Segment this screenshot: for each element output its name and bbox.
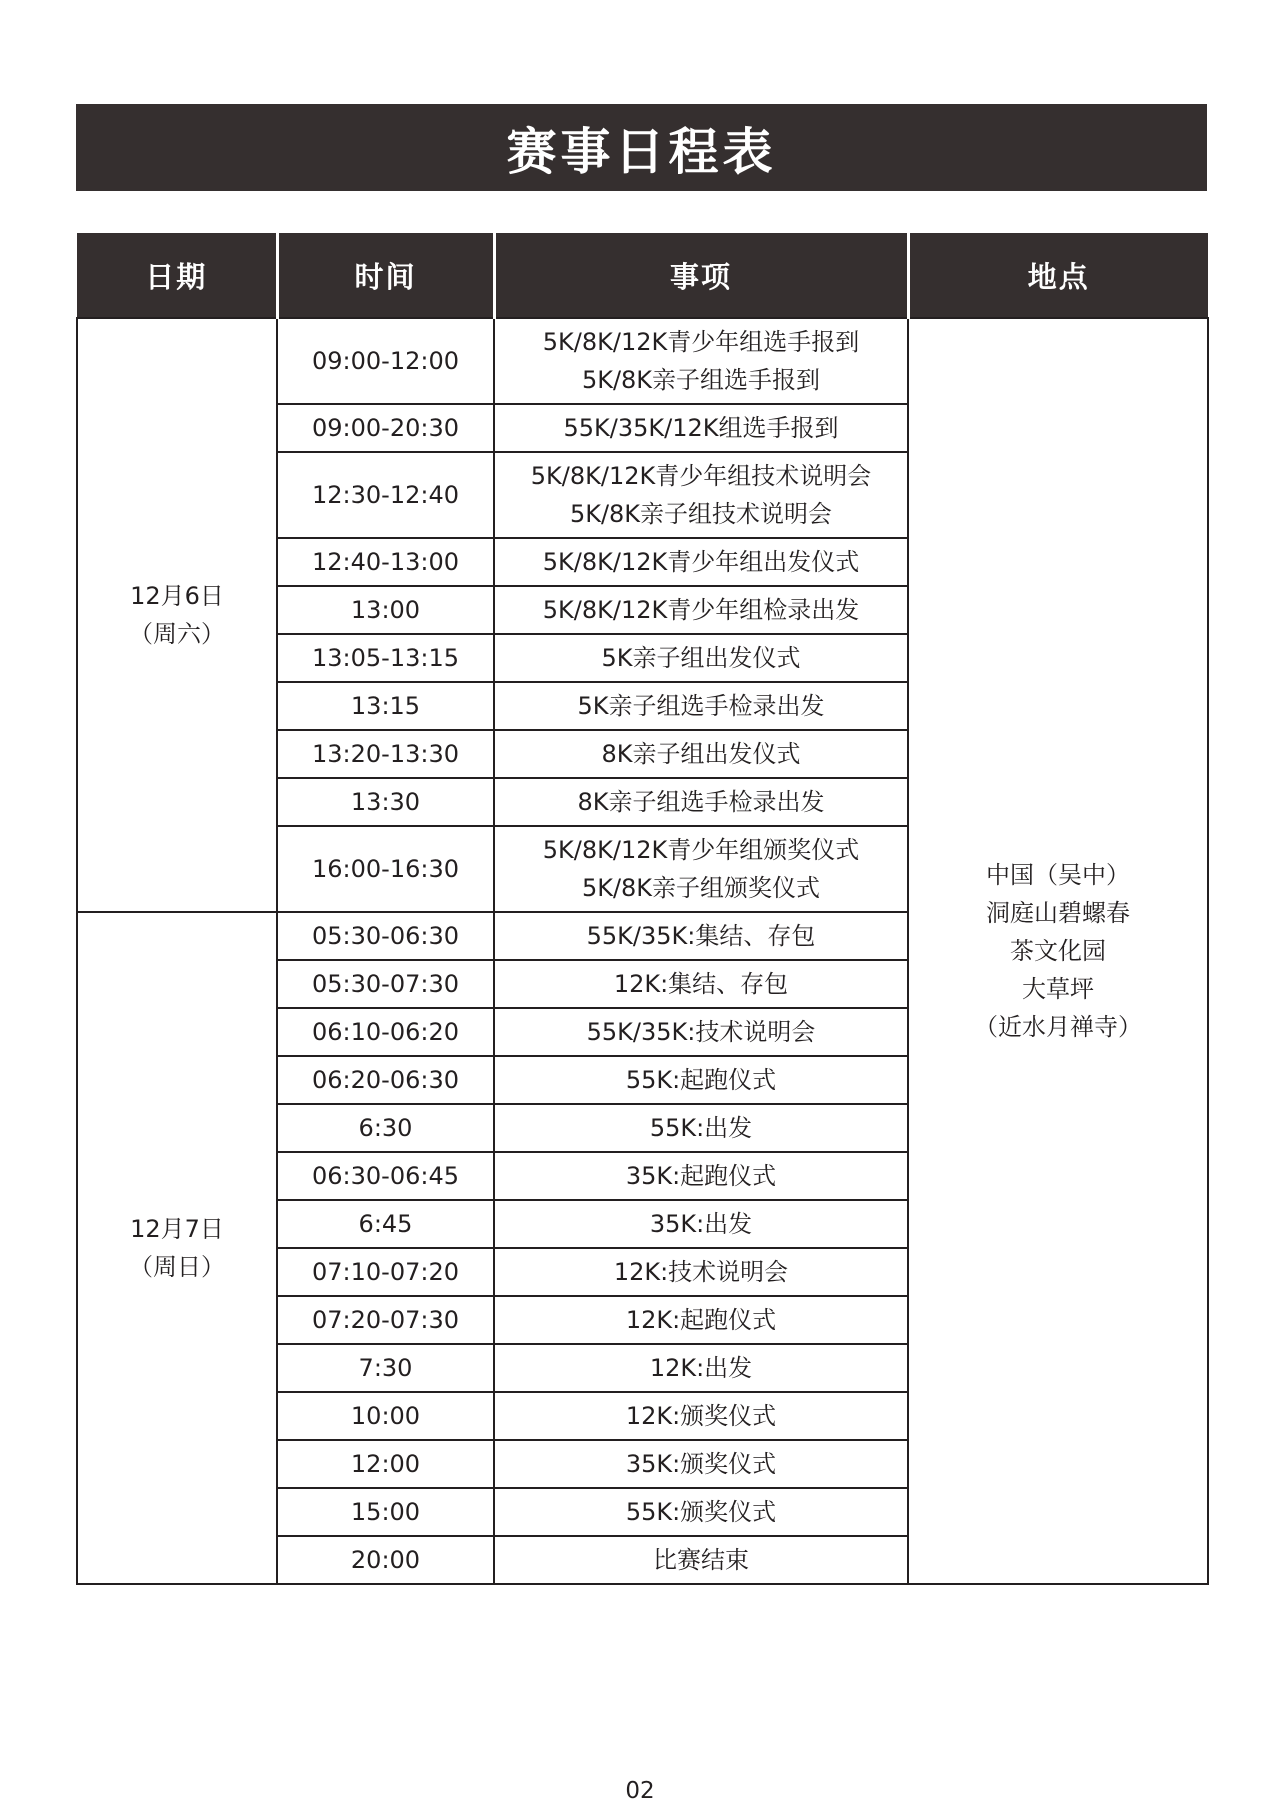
event-text: 12K:起跑仪式 xyxy=(625,1306,777,1334)
event-text: 12K:集结、存包 xyxy=(613,970,789,998)
time-cell: 7:30 xyxy=(277,1344,494,1392)
event-cell xyxy=(494,586,908,634)
header-date: 日期 xyxy=(77,233,277,318)
event-text: 35K:起跑仪式 xyxy=(625,1162,777,1190)
venue-cell xyxy=(908,318,1208,1584)
page-number: 02 xyxy=(625,1778,655,1804)
event-cell xyxy=(494,1392,908,1440)
header-event: 事项 xyxy=(494,233,908,318)
time-cell: 07:20-07:30 xyxy=(277,1296,494,1344)
event-cell xyxy=(494,538,908,586)
header-row xyxy=(77,233,1208,318)
time-cell: 06:10-06:20 xyxy=(277,1008,494,1056)
event-text: 55K/35K/12K组选手报到 xyxy=(563,414,839,442)
event-text: 比赛结束 xyxy=(653,1546,749,1574)
time-cell: 13:20-13:30 xyxy=(277,730,494,778)
event-cell xyxy=(494,826,908,912)
event-cell xyxy=(494,318,908,404)
time-cell: 6:45 xyxy=(277,1200,494,1248)
event-cell xyxy=(494,1152,908,1200)
time-cell: 20:00 xyxy=(277,1536,494,1584)
time-cell: 06:30-06:45 xyxy=(277,1152,494,1200)
event-text: 12K:颁奖仪式 xyxy=(625,1402,777,1430)
event-text: 8K亲子组出发仪式 xyxy=(601,740,801,768)
event-cell xyxy=(494,634,908,682)
event-cell xyxy=(494,730,908,778)
event-cell xyxy=(494,682,908,730)
event-cell xyxy=(494,1056,908,1104)
time-cell: 10:00 xyxy=(277,1392,494,1440)
event-cell xyxy=(494,452,908,538)
time-cell: 05:30-06:30 xyxy=(277,912,494,960)
date-text: 12月7日 xyxy=(130,1215,224,1243)
time-cell: 13:15 xyxy=(277,682,494,730)
time-cell: 09:00-12:00 xyxy=(277,318,494,404)
event-cell xyxy=(494,1104,908,1152)
header-time: 时间 xyxy=(277,233,494,318)
time-cell: 16:00-16:30 xyxy=(277,826,494,912)
time-cell: 12:00 xyxy=(277,1440,494,1488)
time-cell: 6:30 xyxy=(277,1104,494,1152)
event-cell xyxy=(494,1008,908,1056)
event-text: 8K亲子组选手检录出发 xyxy=(577,788,825,816)
time-cell: 13:05-13:15 xyxy=(277,634,494,682)
event-text: 5K/8K亲子组技术说明会 xyxy=(569,500,833,528)
venue-text: 中国（吴中） xyxy=(986,861,1130,889)
event-cell xyxy=(494,1248,908,1296)
venue-text: 茶文化园 xyxy=(1010,937,1106,965)
event-cell xyxy=(494,1536,908,1584)
event-text: 5K/8K/12K青少年组选手报到 xyxy=(542,328,860,356)
event-cell xyxy=(494,1440,908,1488)
event-text: 5K/8K/12K青少年组出发仪式 xyxy=(542,548,860,576)
date-cell xyxy=(77,318,277,912)
time-cell: 05:30-07:30 xyxy=(277,960,494,1008)
schedule-table xyxy=(76,233,1209,1585)
table-row xyxy=(77,318,1208,404)
event-text: 5K/8K亲子组颁奖仪式 xyxy=(581,874,821,902)
event-text: 12K:技术说明会 xyxy=(613,1258,789,1286)
time-cell: 07:10-07:20 xyxy=(277,1248,494,1296)
event-cell xyxy=(494,960,908,1008)
time-cell: 09:00-20:30 xyxy=(277,404,494,452)
event-text: 55K:颁奖仪式 xyxy=(625,1498,777,1526)
event-text: 5K亲子组出发仪式 xyxy=(601,644,801,672)
page-title: 赛事日程表 xyxy=(76,104,1207,191)
date-text: 12月6日 xyxy=(130,582,224,610)
event-text: 5K/8K/12K青少年组技术说明会 xyxy=(530,462,872,490)
event-text: 5K/8K亲子组选手报到 xyxy=(581,366,821,394)
date-cell xyxy=(77,912,277,1584)
event-text: 35K:出发 xyxy=(649,1210,753,1238)
time-cell: 12:40-13:00 xyxy=(277,538,494,586)
time-cell: 13:30 xyxy=(277,778,494,826)
event-text: 55K:起跑仪式 xyxy=(625,1066,777,1094)
event-cell xyxy=(494,1200,908,1248)
time-cell: 06:20-06:30 xyxy=(277,1056,494,1104)
header-venue: 地点 xyxy=(908,233,1208,318)
event-text: 55K/35K:技术说明会 xyxy=(586,1018,816,1046)
event-text: 55K/35K:集结、存包 xyxy=(586,922,816,950)
venue-text: 大草坪 xyxy=(1022,975,1094,1003)
event-cell xyxy=(494,778,908,826)
event-text: 35K:颁奖仪式 xyxy=(625,1450,777,1478)
event-cell xyxy=(494,1488,908,1536)
time-cell: 12:30-12:40 xyxy=(277,452,494,538)
venue-text: 洞庭山碧螺春 xyxy=(986,899,1130,927)
event-text: 5K亲子组选手检录出发 xyxy=(577,692,825,720)
event-cell xyxy=(494,1296,908,1344)
event-cell xyxy=(494,404,908,452)
schedule-body xyxy=(77,318,1208,1584)
event-text: 55K:出发 xyxy=(649,1114,753,1142)
event-cell xyxy=(494,912,908,960)
time-cell: 13:00 xyxy=(277,586,494,634)
time-cell: 15:00 xyxy=(277,1488,494,1536)
date-text: （周日） xyxy=(129,1253,225,1281)
event-text: 5K/8K/12K青少年组颁奖仪式 xyxy=(542,836,860,864)
venue-text: （近水月禅寺） xyxy=(974,1013,1142,1041)
event-text: 5K/8K/12K青少年组检录出发 xyxy=(542,596,860,624)
event-cell xyxy=(494,1344,908,1392)
event-text: 12K:出发 xyxy=(649,1354,753,1382)
date-text: （周六） xyxy=(129,620,225,648)
